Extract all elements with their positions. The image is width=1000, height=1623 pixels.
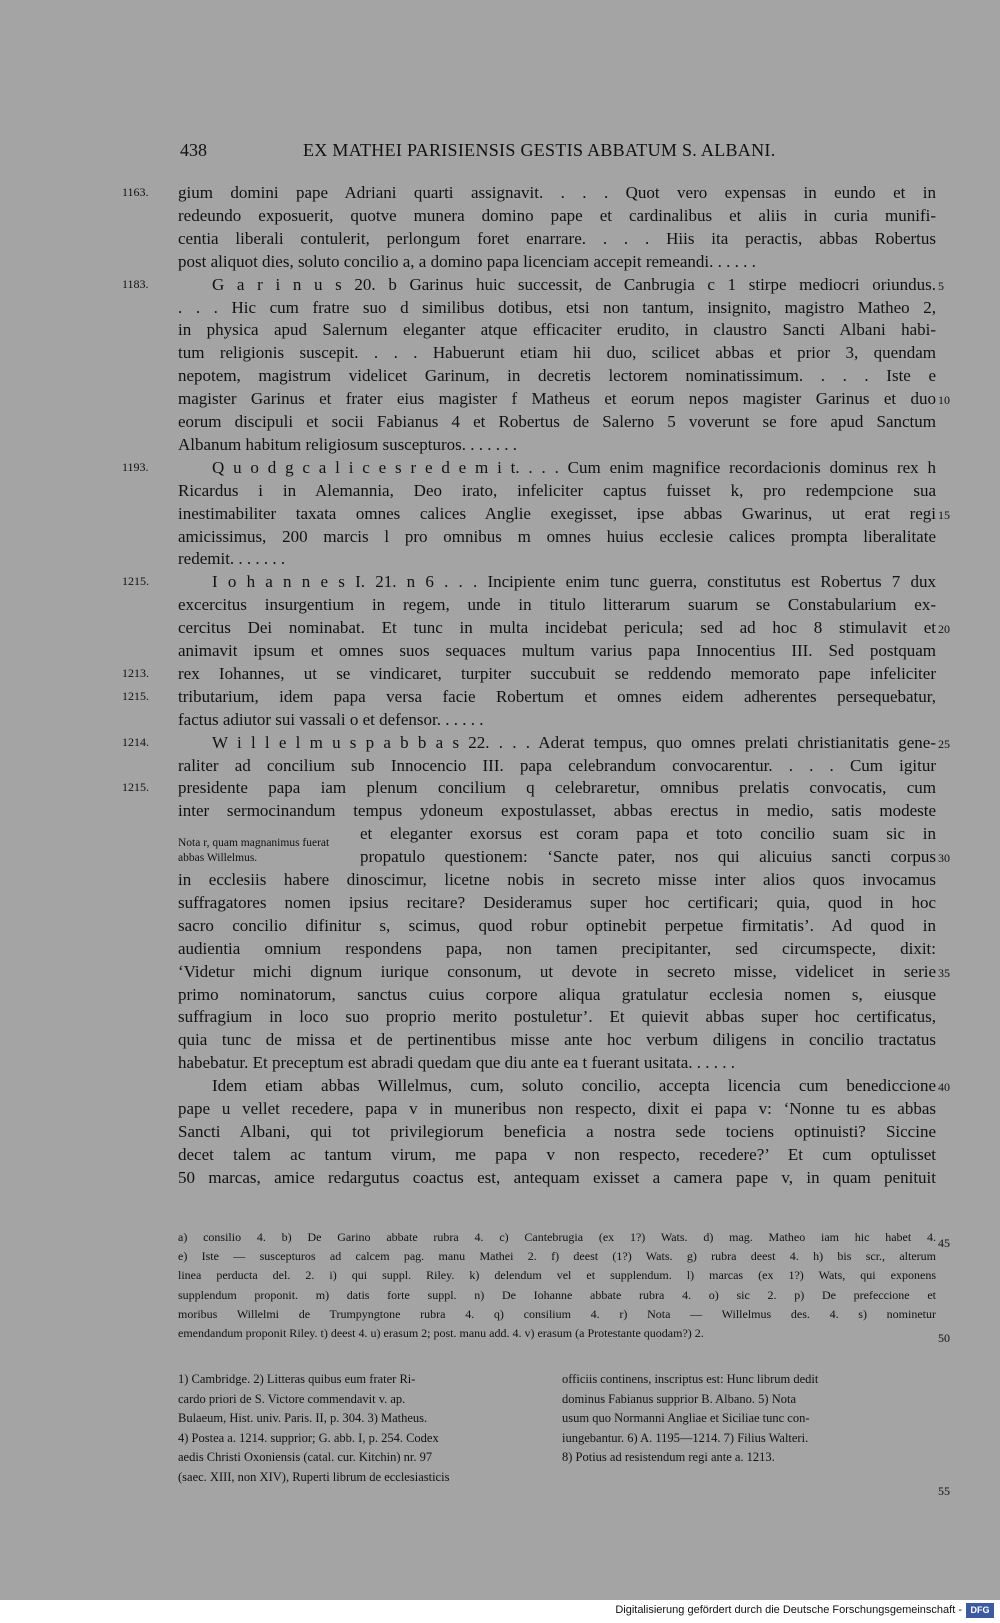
note-line: cardo priori de S. Victore commendavit v. ap. <box>178 1391 406 1406</box>
margin-year: 1215. <box>122 688 149 703</box>
text-line: Ricardus i in Alemannia, Deo irato, infeliciter captus fuisset k, pro redempcione sua <box>178 480 936 500</box>
text-line: magister Garinus et frater eius magister f Matheus et eorum nepos magister Garinus et duo <box>178 389 936 409</box>
text-line: inestimabiliter taxata omnes calices Anglie exegisset, ipse abbas Gwarinus, ut erat regi <box>178 503 936 523</box>
text-line: audientia omnium respondens papa, non tamen precipitanter, sed circumspecte, dixit: <box>178 938 936 958</box>
text-line: et eleganter exorsus est coram papa et toto concilio suam sic in <box>360 824 936 844</box>
note-line: aedis Christi Oxoniensis (catal. cur. Kitchin) nr. 97 <box>178 1450 433 1464</box>
text-line: factus adiutor sui vassali o et defensor. . . . . . <box>178 709 484 729</box>
text-line: redeundo exposuerit, quotve munera domino pape et cardinalibus et aliis in curia munifi- <box>178 205 936 225</box>
text-line: in ecclesiis habere dinoscimur, licetne nobis in secreto misse inter alios quos invocamus <box>178 870 936 889</box>
text-line: decet talem ac tantum virum, me papa v non respecto, recedere?’ Et cum optulisset <box>178 1144 936 1164</box>
dfg-logo: DFG <box>966 1603 994 1618</box>
running-header <box>180 140 945 164</box>
text-line: inter sermocinandum tempus ydoneum expostulasset, abbas erectus in medio, satis modeste <box>178 801 936 821</box>
apparatus-line: a) consilio 4. b) De Garino abbate rubra 4. c) Cantebrugia (ex 1?) Wats. d) mag. Matheo iam hic habet 4. <box>178 1230 936 1244</box>
margin-year: 1215. <box>122 574 149 589</box>
text-line: Q u o d g c a l i c e s r e d e m i t. . . . Cum enim magnifice recordacionis dominus rex h <box>212 457 936 477</box>
text-line: 50 marcas, amice redargutus coactus est, antequam exisset a camera pape v, in quam penituit <box>178 1167 936 1187</box>
text-line: redemit. . . . . . . <box>178 549 286 569</box>
margin-note: Nota r, quam magnanimus fuerat abbas Willelmus. <box>178 837 330 864</box>
running-title: EX MATHEI PARISIENSIS GESTIS ABBATUM S. ALBANI. <box>303 140 776 160</box>
text-line: quia tunc de missa et de pertinentibus misse ante hoc verbum diligens in concilio tractatus <box>178 1030 936 1050</box>
line-number: 45 <box>938 1236 950 1250</box>
footer-bar <box>0 1600 1000 1623</box>
text-line: suffragium in loco suo proprio merito postuletur’. Et quievit abbas super hoc certificatus, <box>178 1007 936 1027</box>
line-number: 55 <box>938 1484 950 1498</box>
text-line: suffragatores nomen ipsius recitare? Desideramus super hoc certificari; quia, quod in hoc <box>178 892 936 912</box>
text-line: post aliquot dies, soluto concilio a, a domino papa licenciam accepit remeandi. . . . . . <box>178 251 756 271</box>
note-line: 4) Postea a. 1214. supprior; G. abb. I, p. 254. Codex <box>178 1430 439 1445</box>
text-line: habebatur. Et preceptum est abradi quedam que diu ante ea t fuerant usitata. . . . . . <box>178 1053 736 1073</box>
text-line: animavit ipsum et omnes suos sequaces multum varius papa Innocentius III. Sed postquam <box>178 641 936 660</box>
text-line: primo nominatorum, sanctus cuius corpore aliqua gratulatur ecclesia nomen s, eiusque <box>178 984 936 1004</box>
text-line: tributarium, idem papa versa facie Robertum et omnes eidem adherentes persequebatur, <box>178 686 936 706</box>
text-line: amicissimus, 200 marcis l pro omnibus m omnes huius ecclesie calices prompta liberalitate <box>178 526 936 546</box>
page-number: 438 <box>180 140 207 160</box>
text-line: pape u vellet recedere, papa v in muneribus non respecto, dixit ei papa v: ‘Nonne tu es abbas <box>178 1099 936 1118</box>
note-line: dominus Fabianus supprior B. Albano. 5) Nota <box>562 1391 797 1406</box>
note-line: officiis continens, inscriptus est: Hunc librum dedit <box>562 1372 819 1386</box>
note-line: 8) Potius ad resistendum regi ante a. 1213. <box>562 1450 775 1464</box>
line-number: 10 <box>938 393 950 408</box>
apparatus-line: emendandum proponit Riley. t) deest 4. u) erasum 2; post. manu add. 4. v) erasum (a Protestante quodam?) 2. <box>178 1326 704 1340</box>
note-line: usum quo Normanni Angliae et Siciliae tunc con- <box>562 1411 810 1425</box>
text-line: Albanum habitum religiosum suscepturos. . . . . . . <box>178 434 518 454</box>
text-line: . . . Hic cum fratre suo d similibus dotibus, etsi non tantum, insignito, magistro Matheo 2, <box>178 297 936 317</box>
text-line: Idem etiam abbas Willelmus, cum, soluto concilio, accepta licencia cum benediccione <box>212 1076 936 1096</box>
text-line: eorum discipuli et socii Fabianus 4 et Robertus de Salerno 5 voverunt se fore apud Sanctum <box>178 412 936 431</box>
notes-right-column <box>562 1370 936 1468</box>
text-line: ‘Videtur michi dignum iurique consonum, ut devote in secreto misse, videlicet in serie <box>178 961 936 981</box>
apparatus-line: moribus Willelmi de Trumpyngtone rubra 4. q) consilium 4. r) Nota — Willelmus des. 4. s) nominetur <box>178 1306 936 1321</box>
apparatus-line: e) Iste — suscepturos ad calcem pag. manu Mathei 2. f) deest (1?) Wats. g) rubra deest 4. h) bis scr., alterum <box>178 1249 936 1264</box>
margin-year: 1213. <box>122 665 149 680</box>
text-line: nepotem, magistrum videlicet Garinum, in decretis lectorem nominatissimum. . . . Iste e <box>178 366 936 386</box>
margin-year: 1193. <box>122 459 149 474</box>
margin-year: 1214. <box>122 734 149 749</box>
text-line: cercitus Dei nominabat. Et tunc in multa incidebat pericula; sed ad hoc 8 stimulavit et <box>178 618 936 638</box>
text-line: I o h a n n e s I. 21. n 6 . . . Incipiente enim tunc guerra, constitutus est Robertus 7 dux <box>212 572 936 592</box>
text-line: sacro concilio difinitur s, scimus, quod robur optinebit perpetue firmitatis’. Ad quod in <box>178 915 936 935</box>
line-number: 30 <box>938 851 950 866</box>
note-line: Bulaeum, Hist. univ. Paris. II, p. 304. 3) Matheus. <box>178 1411 428 1425</box>
margin-year: 1163. <box>122 185 149 199</box>
funding-credit: Digitalisierung gefördert durch die Deutsche Forschungsgemeinschaft - <box>615 1604 962 1616</box>
line-number: 35 <box>938 965 950 980</box>
text-line: gium domini pape Adriani quarti assignavit. . . . Quot vero expensas in eundo et in <box>178 183 936 202</box>
line-number: 40 <box>938 1080 950 1095</box>
text-line: propatulo questionem: ‘Sancte pater, nos qui alicuius sancti corpus <box>360 847 936 867</box>
text-line: presidente papa iam plenum concilium q celebraretur, omnibus prelatis convocatis, cum <box>178 778 936 798</box>
line-number: 25 <box>938 736 950 751</box>
notes-left-column <box>178 1370 550 1487</box>
apparatus-line: linea perducta del. 2. i) qui suppl. Riley. k) delendum vel et supplendum. l) marcas (ex 1?) Wats, qui exponens <box>178 1268 936 1283</box>
text-line: centia liberali contulerit, perlongum foret enarrare. . . . Hiis ita peractis, abbas Robertus <box>178 228 936 248</box>
text-line: excercitus insurgentium in regem, unde in titulo litterarum suarum se Constabularium ex- <box>178 595 936 615</box>
line-number: 50 <box>938 1331 950 1345</box>
text-line: Sancti Albani, qui tot privilegiorum beneficia a nostra sede tociens optinuisti? Siccine <box>178 1121 936 1141</box>
note-line: iungebantur. 6) A. 1195—1214. 7) Filius Walteri. <box>562 1430 809 1445</box>
text-line: G a r i n u s 20. b Garinus huic successit, de Canbrugia c 1 stirpe mediocri oriundus. <box>212 274 936 294</box>
text-line: rex Iohannes, ut se vindicaret, turpiter succubuit se reddendo memorato pape infeliciter <box>178 663 936 683</box>
line-number: 5 <box>938 278 944 293</box>
text-line: raliter ad concilium sub Innocencio III. papa celebrandum convocarentur. . . . Cum igitur <box>178 755 936 775</box>
note-line: 1) Cambridge. 2) Litteras quibus eum frater Ri- <box>178 1372 416 1386</box>
text-line: in physica apud Salernum eleganter atque efficaciter erudito, in claustro Sancti Albani habi- <box>178 320 936 340</box>
line-number: 15 <box>938 507 950 522</box>
note-line: (saec. XIII, non XIV), Ruperti librum de ecclesiasticis <box>178 1469 450 1484</box>
apparatus-line: supplendum proponit. m) datis forte suppl. n) De Iohanne abbate rubra 4. o) sic 2. p) De prefeccione et <box>178 1287 936 1302</box>
margin-year: 1215. <box>122 780 149 795</box>
line-number: 20 <box>938 622 950 637</box>
margin-year: 1183. <box>122 276 149 291</box>
text-line: W i l l e l m u s p a b b a s 22. . . . Aderat tempus, quo omnes prelati christianitatis gene- <box>212 732 936 752</box>
text-line: tum religionis suscepit. . . . Habuerunt etiam hii duo, scilicet abbas et prior 3, quendam <box>178 343 936 363</box>
